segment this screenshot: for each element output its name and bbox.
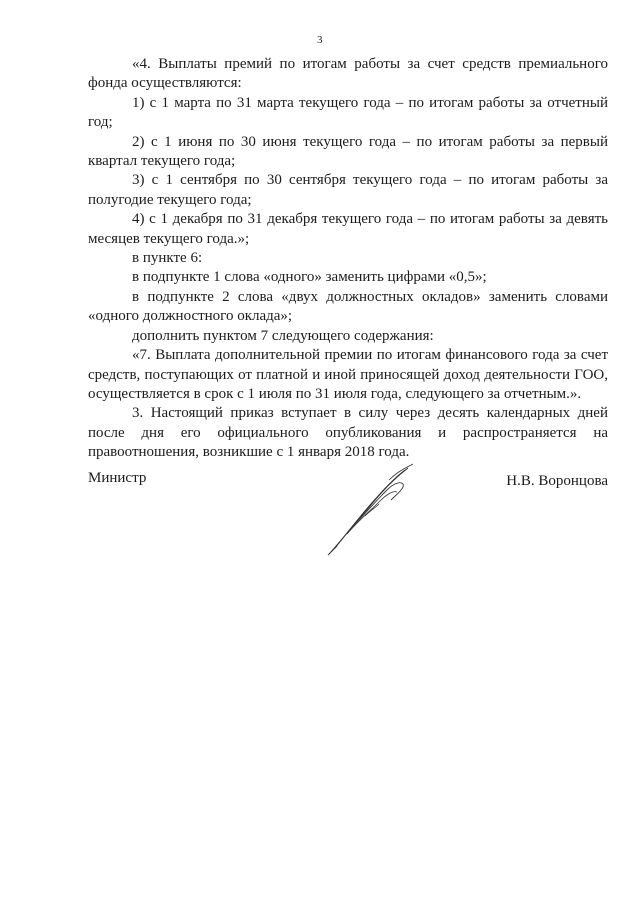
paragraph-subitem-2: 2) с 1 июня по 30 июня текущего года – по итогам работы за первый квартал текущего года; (88, 133, 608, 170)
paragraph-subitem-3: 3) с 1 сентября по 30 сентября текущего года – по итогам работы за полугодие текущего года; (88, 172, 608, 208)
paragraph-subpoint-2: в подпункте 2 слова «двух должностных окладов» заменить словами «одного должностного оклада»; (88, 288, 608, 325)
signatory-title: Министр (88, 470, 147, 486)
paragraph-subitem-4: 4) с 1 декабря по 31 декабря текущего года – по итогам работы за девять месяцев текущего года.»; (88, 211, 608, 247)
paragraph-subpoint-1: в подпункте 1 слова «одного» заменить цифрами «0,5»; (132, 269, 487, 286)
signatory-name: Н.В. Воронцова (506, 473, 608, 489)
paragraph-point-6: в пункте 6: (132, 250, 203, 267)
handwritten-signature (313, 460, 433, 560)
signature-block (88, 470, 608, 570)
document-body (88, 55, 608, 463)
paragraph-add-point-7: дополнить пунктом 7 следующего содержания: (132, 327, 434, 344)
paragraph-item-4: «4. Выплаты премий по итогам работы за счет средств премиального фонда осуществляются: (88, 56, 608, 92)
paragraph-effective-date: 3. Настоящий приказ вступает в силу через десять календарных дней после дня его официального опубликования и распространяется на правоотношения, возникшие с 1 января 2018 года. (88, 405, 608, 461)
paragraph-item-7: «7. Выплата дополнительной премии по итогам финансового года за счет средств, поступающих от платной и иной приносящей доход деятельности ГОО, осуществляется в срок с 1 июля по 31 июля года, следующего за отчетным.». (88, 347, 608, 402)
paragraph-subitem-1: 1) с 1 марта по 31 марта текущего года – по итогам работы за отчетный год; (88, 94, 608, 131)
page-number: 3 (317, 34, 323, 46)
